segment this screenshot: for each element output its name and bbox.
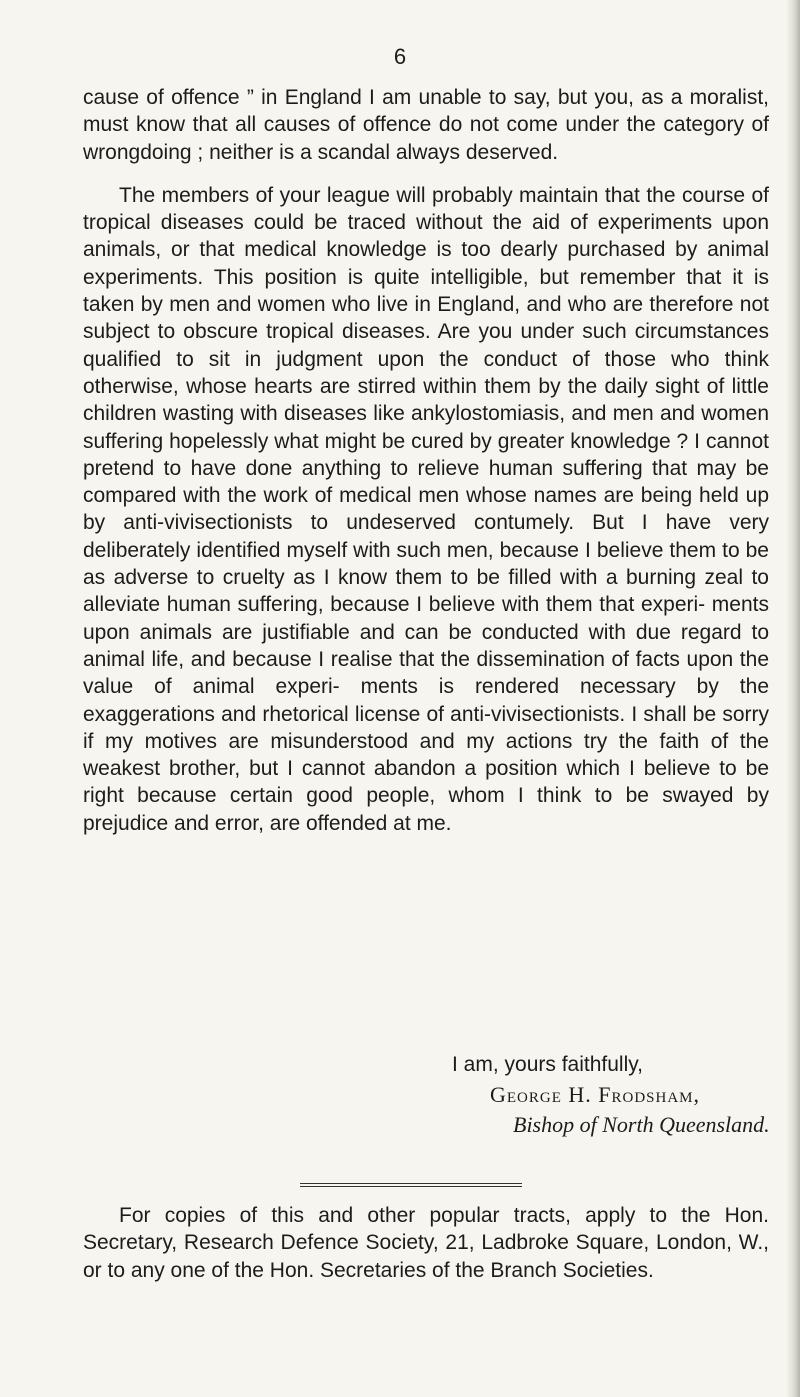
page-edge-shadow (786, 0, 800, 1397)
signature-name: George H. Frodsham, (490, 1082, 701, 1107)
footer-note: For copies of this and other popular tracts, apply to the Hon. Secretary, Research Defence Society, 21, Ladbroke Square, London, W., or to any one of the Hon. Secretaries of the Branch Societies. (83, 1204, 769, 1282)
divider-rule-bottom (300, 1186, 522, 1187)
page-number: 6 (393, 44, 407, 69)
signature-title: Bishop of North Queensland. (513, 1112, 770, 1137)
letter-paragraph-1: cause of offence ” in England I am unable to say, but you, as a moralist, must know that all causes of offence do not come under the category of wrongdoing ; neither is a scandal always deserved. (83, 86, 769, 164)
letter-paragraph-2: The members of your league will probably maintain that the course of tropical diseases could be traced without the aid of experiments upon animals, or that medical knowledge is too dearly purchased by animal experiments. This position is quite intelligible, but remember that it is taken by men and women who live in England, and who are therefore not subject to obscure tropical diseases. Are you under such circumstances qualified to sit in judgment upon the conduct of those who think otherwise, whose hearts are stirred within them by the daily sight of little children wasting with diseases like ankylostomiasis, and men and women suffering hopelessly what might be cured by greater knowledge ? I cannot pretend to have done anything to relieve human suffering that may be compared with the work of medical men whose names are being held up by anti-vivisectionists to undeserved contumely. But I have very deliberately identified myself with such men, because I believe them to be as adverse to cruelty as I know them to be filled with a burning zeal to alleviate human suffering, because I believe with them that experi- ments upon animals are justifiable and can be conducted with due regard to animal life, and because I realise that the dissemination of facts upon the value of animal experi- ments is rendered necessary by the exaggerations and rhetorical license of anti-vivisectionists. I shall be sorry if my motives are misunderstood and my actions try the faith of the weakest brother, but I cannot abandon a position which I believe to be right because certain good people, whom I think to be swayed by prejudice and error, are offended at me. (83, 183, 769, 835)
letter-body (83, 84, 769, 837)
letter-closing: I am, yours faithfully, (452, 1053, 644, 1076)
divider-rule-top (300, 1183, 522, 1184)
